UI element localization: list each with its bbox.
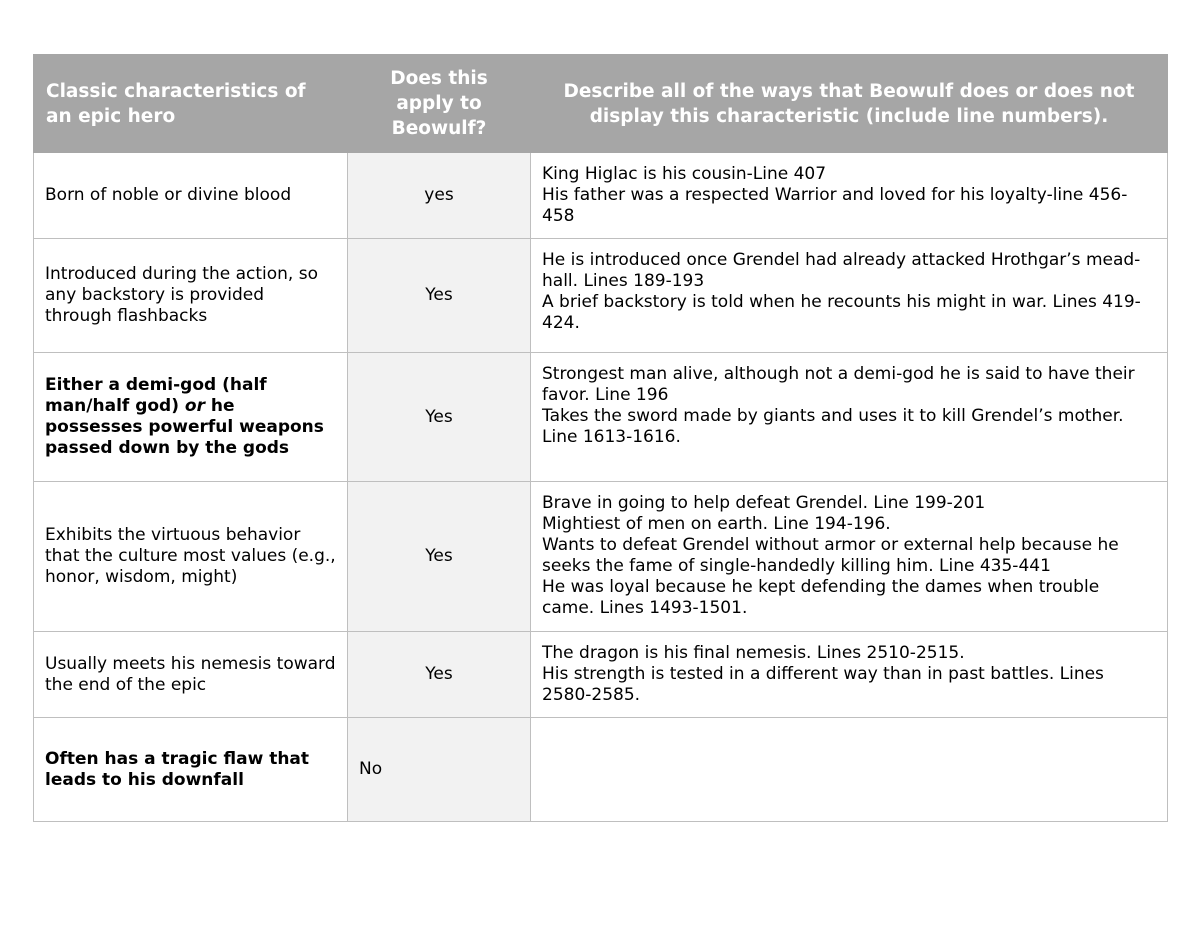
description-line: Takes the sword made by giants and uses it to kill Grendel’s mother. Line 1613-1616.: [542, 406, 1124, 447]
applies-cell: No: [348, 718, 531, 822]
description-line: The dragon is his final nemesis. Lines 2510-2515.: [542, 643, 965, 663]
characteristic-cell: Born of noble or divine blood: [34, 153, 348, 239]
table-row: [34, 353, 1168, 482]
characteristic-cell: [34, 353, 348, 482]
description-cell: [531, 239, 1168, 353]
applies-cell: Yes: [348, 239, 531, 353]
table-row: [34, 718, 1168, 822]
description-line: A brief backstory is told when he recounts his might in war. Lines 419-424.: [542, 292, 1141, 333]
table-row: [34, 632, 1168, 718]
table-row: [34, 153, 1168, 239]
applies-cell: Yes: [348, 482, 531, 632]
description-line: Strongest man alive, although not a demi-god he is said to have their favor. Line 196: [542, 364, 1135, 405]
applies-cell: Yes: [348, 353, 531, 482]
header-applies: Does this apply to Beowulf?: [348, 55, 531, 153]
characteristic-or: or: [184, 396, 205, 416]
applies-cell: yes: [348, 153, 531, 239]
description-cell: [531, 353, 1168, 482]
description-line: He is introduced once Grendel had already attacked Hrothgar’s mead-hall. Lines 189-193: [542, 250, 1141, 291]
applies-cell: Yes: [348, 632, 531, 718]
header-characteristic: Classic characteristics of an epic hero: [34, 55, 348, 153]
description-cell: [531, 632, 1168, 718]
characteristic-part1: Either a demi-god (half man/half god): [45, 375, 267, 416]
description-line: His strength is tested in a different way than in past battles. Lines 2580-2585.: [542, 664, 1104, 705]
description-line: King Higlac is his cousin-Line 407: [542, 164, 827, 184]
characteristic-cell: Exhibits the virtuous behavior that the culture most values (e.g., honor, wisdom, might): [34, 482, 348, 632]
characteristic-part2: he possesses powerful weapons passed down by the gods: [45, 396, 324, 458]
header-row: [34, 55, 1168, 153]
description-line: Brave in going to help defeat Grendel. Line 199-201: [542, 493, 986, 513]
characteristic-cell: Often has a tragic flaw that leads to his downfall: [34, 718, 348, 822]
description-line: Mightiest of men on earth. Line 194-196.: [542, 514, 891, 534]
characteristic-cell: Usually meets his nemesis toward the end of the epic: [34, 632, 348, 718]
table-row: [34, 239, 1168, 353]
epic-hero-table: [33, 54, 1168, 822]
characteristic-cell: Introduced during the action, so any backstory is provided through flashbacks: [34, 239, 348, 353]
description-cell: [531, 482, 1168, 632]
description-cell: [531, 718, 1168, 822]
header-describe: Describe all of the ways that Beowulf does or does not display this characteristic (include line numbers).: [531, 55, 1168, 153]
description-line: Wants to defeat Grendel without armor or external help because he seeks the fame of single-handedly killing him. Line 435-441: [542, 535, 1119, 576]
description-cell: [531, 153, 1168, 239]
description-line: He was loyal because he kept defending the dames when trouble came. Lines 1493-1501.: [542, 577, 1100, 618]
description-line: His father was a respected Warrior and loved for his loyalty-line 456-458: [542, 185, 1128, 226]
table-row: [34, 482, 1168, 632]
